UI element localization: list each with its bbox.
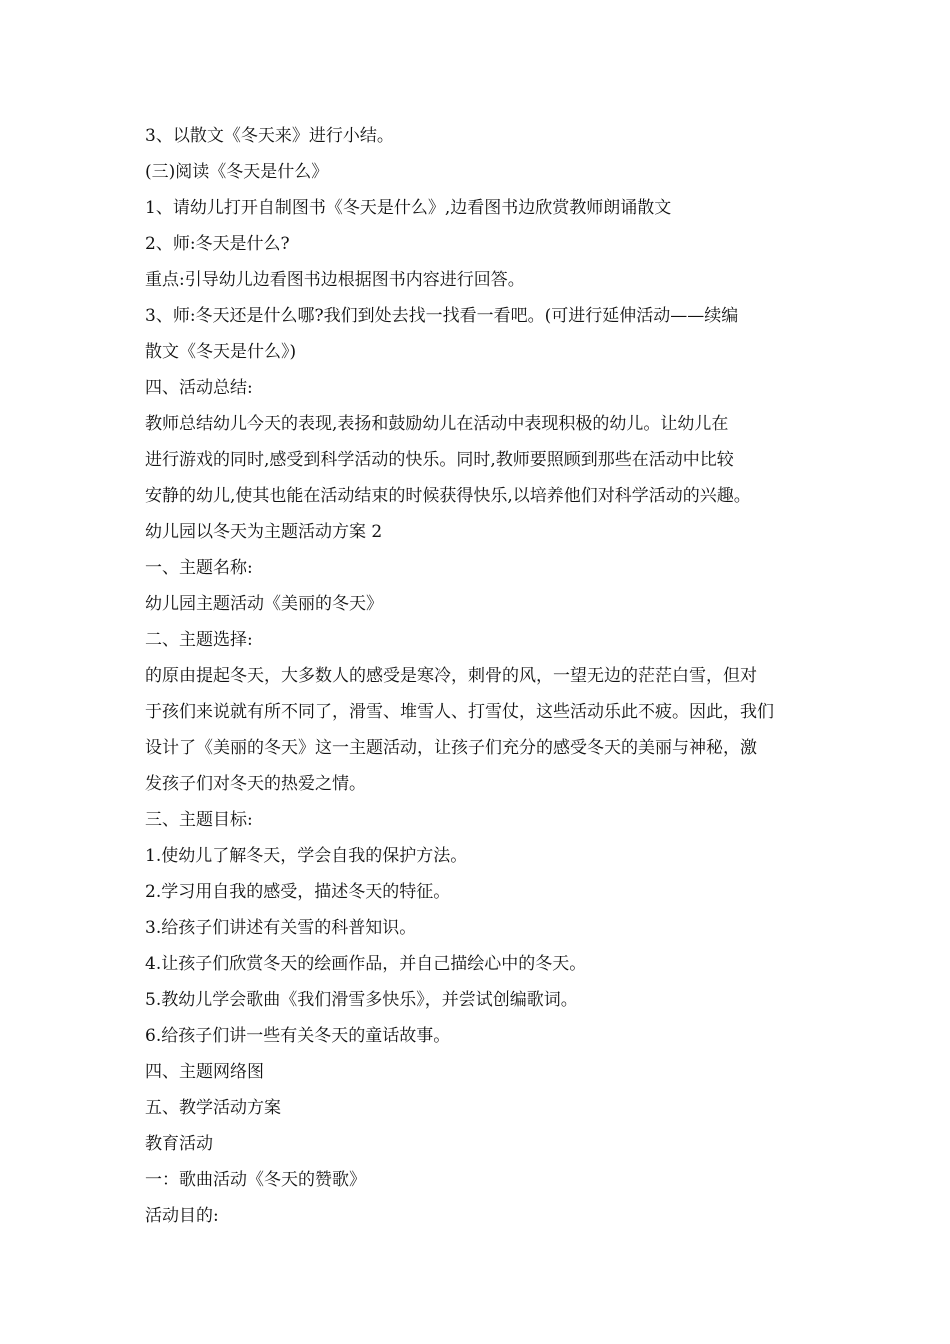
section-heading: 一、主题名称: (145, 558, 253, 578)
goal-item: 5.教幼儿学会歌曲《我们滑雪多快乐》，并尝试创编歌词。 (145, 990, 578, 1010)
text-line: 幼儿园主题活动《美丽的冬天》 (145, 594, 383, 614)
section-heading: 五、教学活动方案 (145, 1098, 281, 1118)
goal-item: 6.给孩子们讲一些有关冬天的童话故事。 (145, 1026, 451, 1046)
paragraph-line: 的原由提起冬天，大多数人的感受是寒冷，刺骨的风，一望无边的茫茫白雪，但对 (145, 666, 757, 686)
paragraph-line: 设计了《美丽的冬天》这一主题活动，让孩子们充分的感受冬天的美丽与神秘，激 (145, 738, 757, 758)
section-heading: 四、主题网络图 (145, 1062, 264, 1082)
text-line: 教育活动 (145, 1134, 213, 1154)
text-line: 一：歌曲活动《冬天的赞歌》 (145, 1170, 366, 1190)
paragraph-line: 进行游戏的同时,感受到科学活动的快乐。同时,教师要照顾到那些在活动中比较 (145, 450, 734, 470)
paragraph-line: 发孩子们对冬天的热爱之情。 (145, 774, 366, 794)
section-heading: 二、主题选择: (145, 630, 253, 650)
text-line: 3、师:冬天还是什么哪?我们到处去找一找看一看吧。(可进行延伸活动——续编 (145, 306, 739, 326)
text-line: 2、师:冬天是什么? (145, 234, 290, 254)
section-heading: (三)阅读《冬天是什么》 (145, 162, 329, 182)
text-line: 活动目的: (145, 1206, 219, 1226)
goal-item: 4.让孩子们欣赏冬天的绘画作品，并自己描绘心中的冬天。 (145, 954, 587, 974)
paragraph-line: 安静的幼儿,使其也能在活动结束的时候获得快乐,以培养他们对科学活动的兴趣。 (145, 486, 751, 506)
text-line: 重点:引导幼儿边看图书边根据图书内容进行回答。 (145, 270, 525, 290)
paragraph-line: 教师总结幼儿今天的表现,表扬和鼓励幼儿在活动中表现积极的幼儿。让幼儿在 (145, 414, 729, 434)
text-line: 3、以散文《冬天来》进行小结。 (145, 126, 394, 146)
document-subtitle: 幼儿园以冬天为主题活动方案 2 (145, 522, 383, 542)
goal-item: 1.使幼儿了解冬天，学会自我的保护方法。 (145, 846, 468, 866)
text-line: 1、请幼儿打开自制图书《冬天是什么》,边看图书边欣赏教师朗诵散文 (145, 198, 672, 218)
section-heading: 三、主题目标: (145, 810, 253, 830)
paragraph-line: 于孩们来说就有所不同了，滑雪、堆雪人、打雪仗，这些活动乐此不疲。因此，我们 (145, 702, 774, 722)
goal-item: 2.学习用自我的感受，描述冬天的特征。 (145, 882, 451, 902)
goal-item: 3.给孩子们讲述有关雪的科普知识。 (145, 918, 417, 938)
text-line: 散文《冬天是什么》) (145, 342, 297, 362)
section-heading: 四、活动总结: (145, 378, 253, 398)
